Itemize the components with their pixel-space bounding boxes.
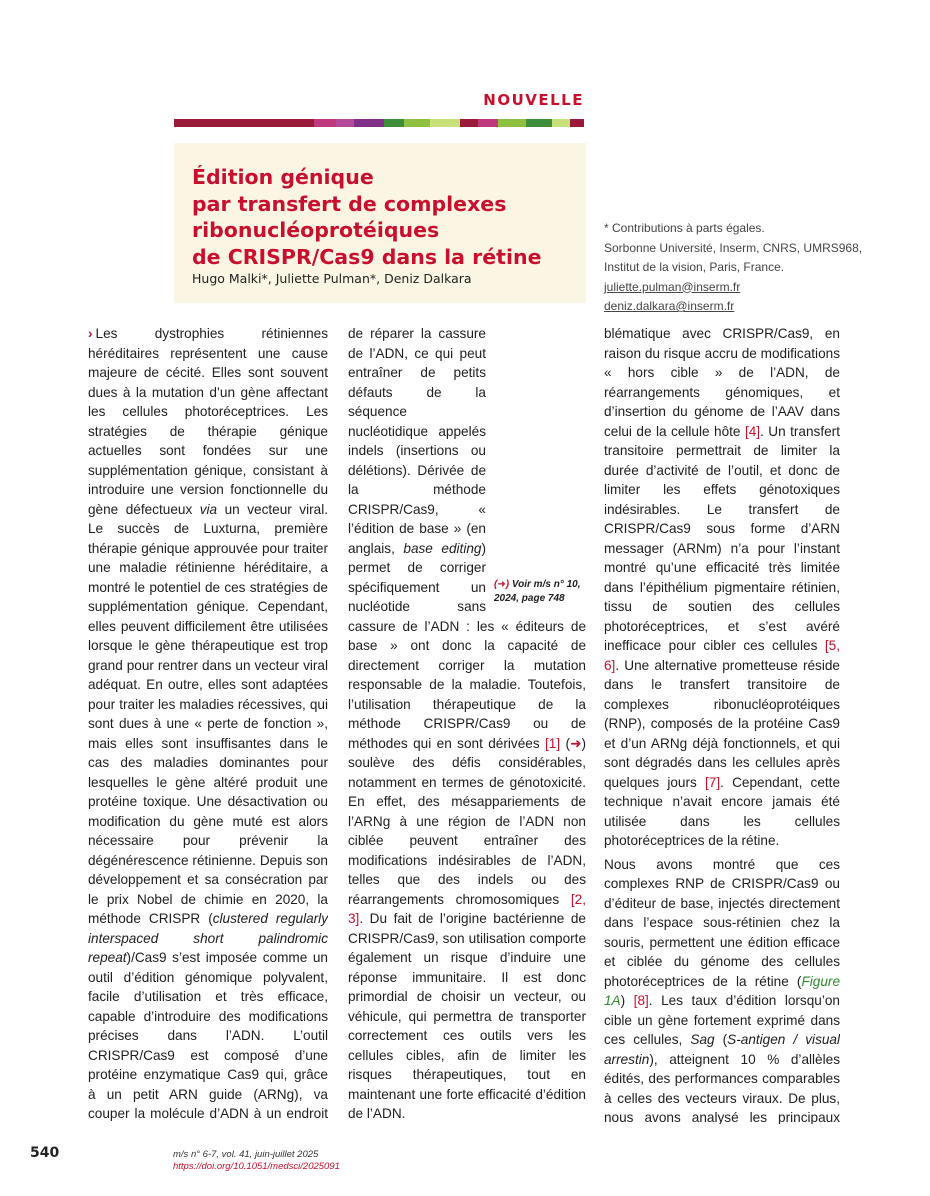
color-segment [174, 119, 314, 127]
paragraph: de réparer la cassure de l’ADN, ce qui peut entraîner de petits défauts de la séquence nucléotidique appelés indels (insertions ou délétions). Dérivée de la méthode CRISPR/Cas9, « l’édition de base » (en anglais, base editing) permet de corriger spécifiquement un nucléotide sans cassure de l’ADN : les « éditeurs de base » ont donc la capacité de directement corriger la mutation responsable de la maladie. Toutefois, l’utilisation thérapeutique de la méthode CRISPR/Cas9 ou de méthodes qui en sont dérivées [1] (➜) soulève des défis considérables, notamment en termes de génotoxicité. En effet, des mésappariements de l’ARNg à une région de l’ADN non ciblée peuvent entraîner des modifications indésirables de l’ADN, telles que des indels ou des réarrangements chromosomiques [2, 3]. Du fait de l’origine bactérienne de CRISPR/Cas9, son utilisation comporte également un risque d’induire une réponse immunitaire. Il est donc primordial de choisir un vecteur, ou véhicule, qui permettra de transporter correctement ces outils vers les cellules cibles, afin de limiter les risques thérapeutiques, tout en maintenant une forte efficacité d’édition de l’ADN. [348, 326, 586, 1121]
title-line: de CRISPR/Cas9 dans la rétine [192, 244, 542, 269]
body-column-3 [604, 324, 840, 1124]
arrow-icon: ➜ [570, 735, 582, 751]
color-segment [430, 119, 460, 127]
article-title [192, 164, 582, 270]
affiliation-line: Institut de la vision, Paris, France. [604, 260, 785, 274]
reference-link[interactable]: [4] [744, 423, 761, 439]
reference-link[interactable]: [1] [545, 735, 561, 751]
affiliation [604, 219, 904, 317]
color-segment [336, 119, 354, 127]
side-note: (➜) Voir m/s n° 10, 2024, page 748 [494, 579, 581, 604]
color-bar [174, 119, 584, 127]
color-segment [498, 119, 526, 127]
color-segment [314, 119, 336, 127]
title-line: Édition génique [192, 165, 374, 189]
page-number: 540 [30, 1145, 60, 1161]
body-column-1 [88, 324, 328, 1124]
reference-link[interactable]: [2, 3] [348, 891, 586, 926]
email-link[interactable]: deniz.dalkara@inserm.fr [604, 299, 735, 313]
color-segment [478, 119, 498, 127]
equal-contribution-note: * Contributions à parts égales. [604, 221, 765, 235]
doi-link[interactable]: https://doi.org/10.1051/medsci/2025091 [173, 1161, 340, 1172]
paragraph: blématique avec CRISPR/Cas9, en raison du risque accru de modifications « hors cible » de l’ADN, de réarrangements génomiques, et d’insertion du génome de l’AAV dans celui de la cellule hôte [4]. Un transfert transitoire permettrait de limiter la durée d’activité de l’outil, et donc de limiter les effets génotoxiques indésirables. Le transfert de CRISPR/Cas9 sous forme d’ARN messager (ARNm) n’a pour l’instant montré qu’une efficacité très limitée dans l’épithélium pigmentaire rétinien, tissu de soutien des cellules photoréceptrices, et s’est avéré inefficace pour cibler ces cellules [5, 6]. Une alternative prometteuse réside dans le transfert transitoire de complexes ribonucléoprotéiques (RNP), composés de la protéine Cas9 et d’un ARNg déjà fonctionnels, et qui sont dégradés dans les cellules après quelques jours [7]. Cependant, cette technique n’avait encore jamais été utilisée dans les cellules photoréceptrices de la rétine. [604, 326, 840, 848]
paragraph: › Les dystrophies rétiniennes héréditaires représentent une cause majeure de cécité. Elles sont souvent dues à la mutation d’un gène affectant les cellules photoréceptrices. Les stratégies de thérapie génique actuelles sont fondées sur une supplémentation génique, consistant à introduire une version fonctionnelle du gène défectueux via un vecteur viral. Le succès de Luxturna, première thérapie génique approuvée pour traiter une maladie rétinienne héréditaire, a montré le potentiel de ces stratégies de supplémentation génique. Cependant, elles peuvent difficilement être utilisées lorsque le gène thérapeutique est trop grand pour rentrer dans un vecteur viral adéquat. En outre, elles sont adaptées pour traiter les maladies récessives, qui sont dues à une « perte de fonction », mais elles sont insuffisantes dans le cas des maladies dominantes pour lesquelles le gène altéré produit une protéine toxique. Une désactivation ou modification du gène muté est alors nécessaire pour prévenir la dégénérescence rétinienne. Depuis son développement et sa consécration par le prix Nobel de chimie en 2020, la méthode CRISPR (clustered regularly interspaced short palindromic repeat)/Cas9 s’est imposée comme un outil d’édition génomique polyvalent, facile d’utilisation et très efficace, capable d’introduire des modifications précises dans l’ADN. L’outil CRISPR/Cas9 est composé d’une protéine enzymatique Cas9 qui, grâce à un petit ARN guide (ARNg), va couper la molécule d’ADN à un endroit [88, 326, 328, 1121]
color-segment [526, 119, 552, 127]
color-segment [460, 119, 478, 127]
citation-text: m/s n° 6-7, vol. 41, juin-juillet 2025 [173, 1149, 319, 1160]
lead-arrow-icon: › [88, 326, 93, 341]
color-segment [404, 119, 430, 127]
color-segment [570, 119, 584, 127]
affiliation-line: Sorbonne Université, Inserm, CNRS, UMRS968, [604, 240, 863, 255]
reference-link[interactable]: [5, 6] [604, 638, 840, 673]
paragraph: Nous avons montré que ces complexes RNP de CRISPR/Cas9 ou d’éditeur de base, injectés directement dans l’espace sous-rétinien chez la souris, permettent une édition efficace et ciblée du génome des cellules photoréceptrices de la rétine (Figure 1A) [8]. Les taux d’édition lorsqu’on cible un gène fortement exprimé dans ces cellules, Sag (S-antigen / visual arrestin), atteignent 10 % d’allèles édités, des performances comparables à celles des vecteurs viraux. De plus, nous avons analysé les principaux [604, 856, 840, 1124]
body-column-2 [348, 324, 586, 1124]
color-segment [384, 119, 404, 127]
color-segment [552, 119, 570, 127]
title-line: par transfert de complexes [192, 191, 507, 216]
figure-link[interactable]: Figure 1A [604, 973, 840, 1008]
section-label: NOUVELLE [483, 91, 584, 109]
reference-link[interactable]: [7] [705, 774, 721, 790]
email-link[interactable]: juliette.pulman@inserm.fr [604, 279, 741, 294]
authors: Hugo Malki*, Juliette Pulman*, Deniz Dalkara [192, 271, 472, 286]
arrow-icon: (➜) [494, 579, 510, 590]
color-segment [354, 119, 384, 127]
journal-citation [173, 1149, 340, 1173]
reference-link[interactable]: [8] [633, 993, 649, 1008]
title-line: ribonucléoprotéiques [192, 218, 440, 242]
